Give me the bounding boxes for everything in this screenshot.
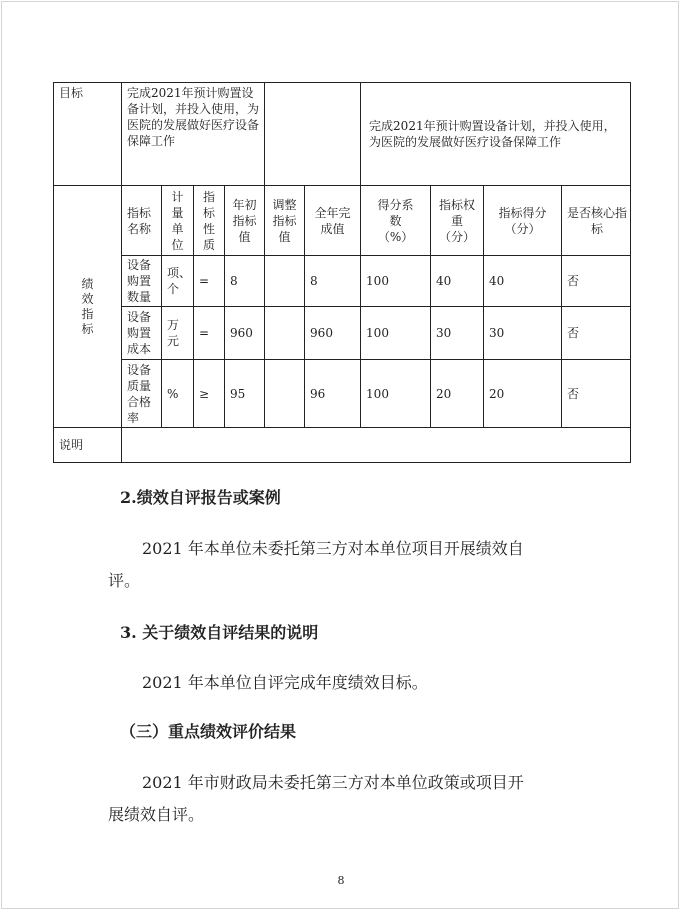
indicator-unit: 项、个 xyxy=(162,256,194,307)
table-row xyxy=(54,360,631,428)
note-value xyxy=(122,428,631,463)
indicator-adjusted xyxy=(265,360,305,428)
indicator-completed: 8 xyxy=(305,256,361,307)
indicator-nature: = xyxy=(194,307,225,360)
indicator-coefficient: 100 xyxy=(361,307,431,360)
section-label-cell xyxy=(54,186,122,428)
section-heading-report: 2.绩效自评报告或案例 xyxy=(120,488,281,507)
indicator-weight: 40 xyxy=(431,256,484,307)
section-heading-key-evaluation: （三）重点绩效评价结果 xyxy=(120,722,297,741)
header-initial-value: 年初指标值 xyxy=(225,186,265,256)
indicator-score: 40 xyxy=(484,256,562,307)
header-weight: 指标权重（分） xyxy=(431,186,484,256)
header-score: 指标得分（分） xyxy=(484,186,562,256)
header-nature: 指标性质 xyxy=(194,186,225,256)
indicator-completed: 96 xyxy=(305,360,361,428)
table-row xyxy=(54,307,631,360)
note-row xyxy=(54,428,631,463)
indicator-initial: 8 xyxy=(225,256,265,307)
paragraph-key-line2: 展绩效自评。 xyxy=(108,805,205,824)
indicator-unit: 万元 xyxy=(162,307,194,360)
goal-empty-cell xyxy=(265,83,361,186)
indicator-name: 设备购置成本 xyxy=(122,307,162,360)
goal-actual: 完成2021年预计购置设备计划，并投入使用，为医院的发展做好医疗设备保障工作 xyxy=(361,83,631,186)
indicator-completed: 960 xyxy=(305,307,361,360)
indicator-coefficient: 100 xyxy=(361,256,431,307)
table-row xyxy=(54,256,631,307)
section-label: 绩效指标 xyxy=(81,276,94,336)
note-label: 说明 xyxy=(54,428,122,463)
goal-label: 目标 xyxy=(54,83,122,186)
goal-plan: 完成2021年预计购置设备计划，并投入使用，为医院的发展做好医疗设备保障工作 xyxy=(122,83,265,186)
indicator-core: 否 xyxy=(562,307,631,360)
header-adjusted-value: 调整指标值 xyxy=(265,186,305,256)
indicator-adjusted xyxy=(265,256,305,307)
page-number: 8 xyxy=(337,874,345,887)
header-indicator-name: 指标名称 xyxy=(122,186,162,256)
goal-row xyxy=(54,83,631,186)
header-unit: 计量单位 xyxy=(162,186,194,256)
indicator-score: 30 xyxy=(484,307,562,360)
indicator-coefficient: 100 xyxy=(361,360,431,428)
indicator-weight: 30 xyxy=(431,307,484,360)
indicator-unit: % xyxy=(162,360,194,428)
header-core-indicator: 是否核心指标 xyxy=(562,186,631,256)
paragraph-report-line1: 2021 年本单位未委托第三方对本单位项目开展绩效自 xyxy=(142,539,524,558)
indicator-nature: ≥ xyxy=(194,360,225,428)
indicator-adjusted xyxy=(265,307,305,360)
header-row xyxy=(54,186,631,256)
indicator-score: 20 xyxy=(484,360,562,428)
indicator-core: 否 xyxy=(562,360,631,428)
indicator-initial: 960 xyxy=(225,307,265,360)
indicator-weight: 20 xyxy=(431,360,484,428)
paragraph-report-line2: 评。 xyxy=(108,571,141,590)
paragraph-key-line1: 2021 年市财政局未委托第三方对本单位政策或项目开 xyxy=(142,773,524,792)
indicator-core: 否 xyxy=(562,256,631,307)
header-score-coefficient: 得分系数（%） xyxy=(361,186,431,256)
section-heading-result: 3. 关于绩效自评结果的说明 xyxy=(120,623,319,642)
indicator-nature: = xyxy=(194,256,225,307)
header-completed-value: 全年完成值 xyxy=(305,186,361,256)
indicator-name: 设备质量合格率 xyxy=(122,360,162,428)
performance-table xyxy=(53,82,631,463)
paragraph-result: 2021 年本单位自评完成年度绩效目标。 xyxy=(142,673,428,692)
indicator-name: 设备购置数量 xyxy=(122,256,162,307)
indicator-initial: 95 xyxy=(225,360,265,428)
